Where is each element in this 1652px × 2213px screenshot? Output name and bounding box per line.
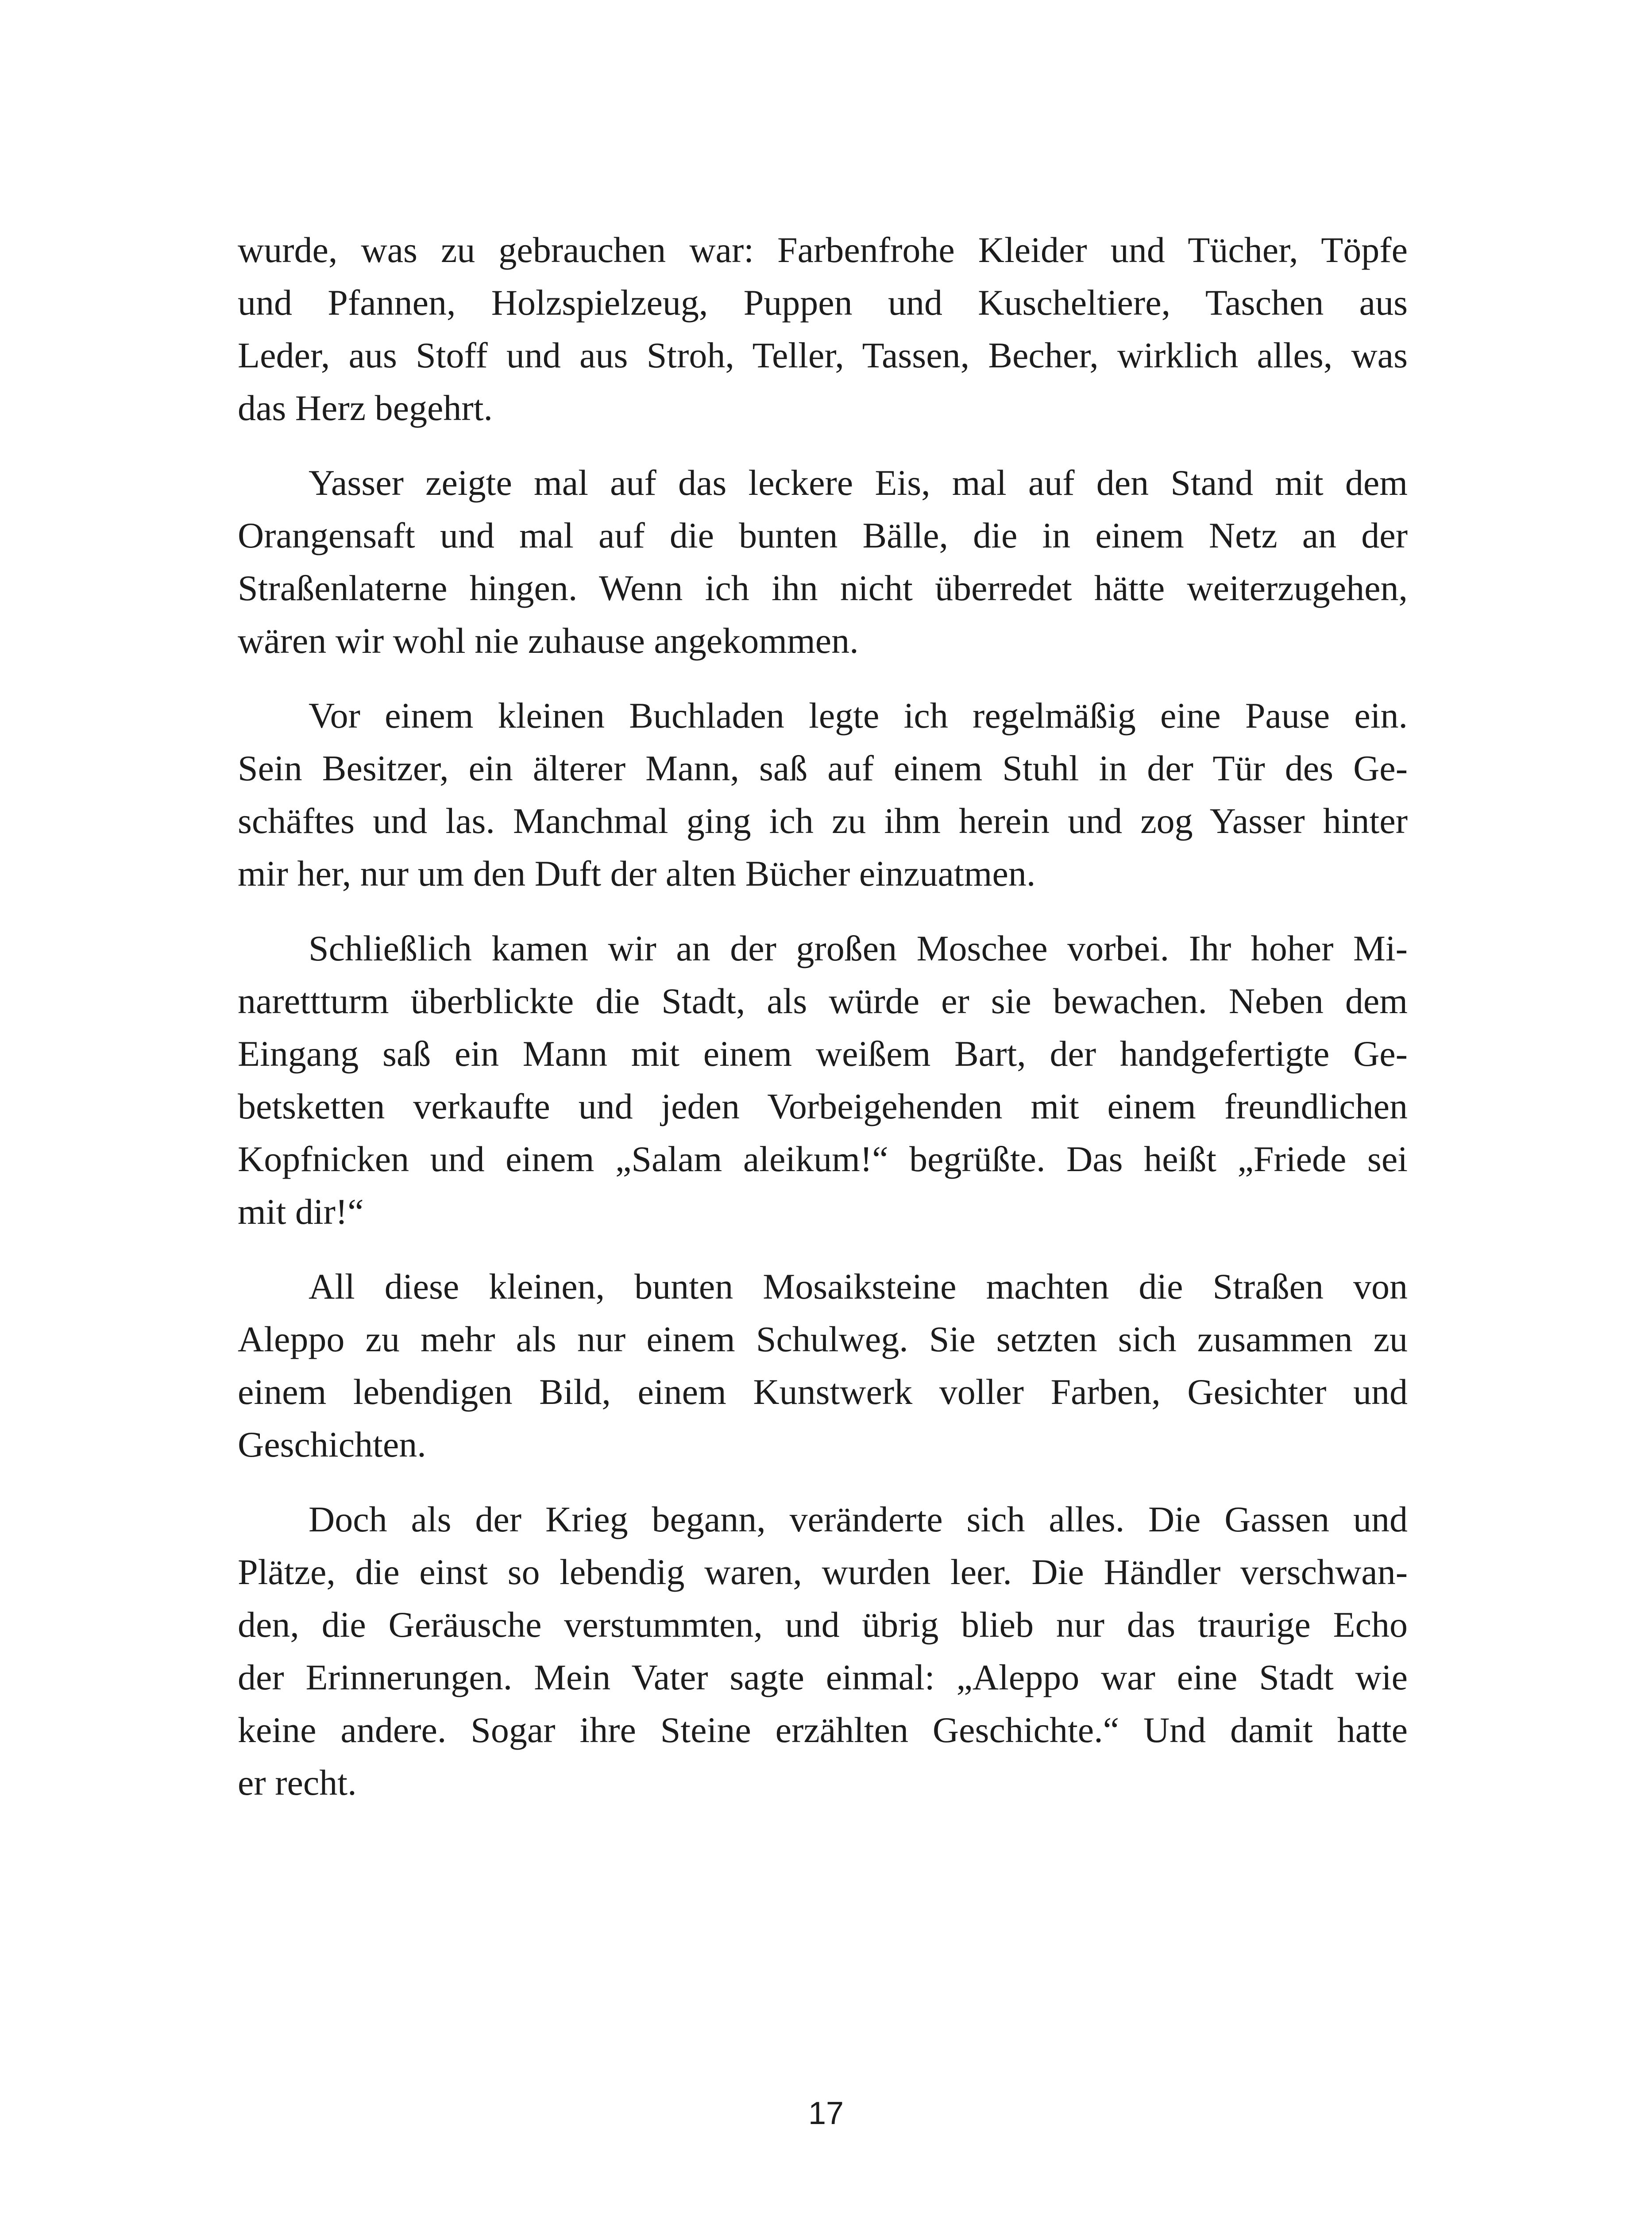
paragraph-3 bbox=[238, 689, 1408, 900]
text-line: Aleppo zu mehr als nur einem Schulweg. Sie setzten sich zusammen zu bbox=[238, 1319, 1408, 1359]
text-line: das Herz begehrt. bbox=[238, 388, 493, 428]
text-line: mit dir!“ bbox=[238, 1191, 364, 1232]
text-line: keine andere. Sogar ihre Steine erzählten Geschichte.“ Und damit hatte bbox=[238, 1710, 1408, 1750]
text-line: Doch als der Krieg begann, veränderte sich alles. Die Gassen und bbox=[309, 1499, 1408, 1539]
text-line: schäftes und las. Manchmal ging ich zu ihm herein und zog Yasser hinter bbox=[238, 801, 1408, 841]
text-line: Plätze, die einst so lebendig waren, wurden leer. Die Händler verschwan- bbox=[238, 1552, 1408, 1592]
text-line: Schließlich kamen wir an der großen Moschee vorbei. Ihr hoher Mi- bbox=[309, 928, 1408, 968]
text-line: Leder, aus Stoff und aus Stroh, Teller, Tassen, Becher, wirklich alles, was bbox=[238, 335, 1408, 375]
text-line: und Pfannen, Holzspielzeug, Puppen und Kuscheltiere, Taschen aus bbox=[238, 282, 1408, 323]
text-line: einem lebendigen Bild, einem Kunstwerk voller Farben, Gesichter und bbox=[238, 1372, 1408, 1412]
paragraph-4 bbox=[238, 922, 1408, 1238]
text-line: All diese kleinen, bunten Mosaiksteine machten die Straßen von bbox=[309, 1266, 1408, 1307]
paragraph-1 bbox=[238, 224, 1408, 434]
text-line: Straßenlaterne hingen. Wenn ich ihn nicht überredet hätte weiterzugehen, bbox=[238, 568, 1408, 608]
body-text bbox=[238, 224, 1408, 1809]
text-line: wären wir wohl nie zuhause angekommen. bbox=[238, 621, 859, 661]
paragraph-5 bbox=[238, 1260, 1408, 1471]
text-line: Eingang saß ein Mann mit einem weißem Bart, der handgefertigte Ge- bbox=[238, 1033, 1408, 1074]
text-line: mir her, nur um den Duft der alten Bücher einzuatmen. bbox=[238, 853, 1036, 894]
text-line: Orangensaft und mal auf die bunten Bälle, die in einem Netz an der bbox=[238, 515, 1408, 555]
text-line: Vor einem kleinen Buchladen legte ich regelmäßig eine Pause ein. bbox=[309, 695, 1408, 736]
text-line: wurde, was zu gebrauchen war: Farbenfrohe Kleider und Tücher, Töpfe bbox=[238, 230, 1408, 270]
text-line: er recht. bbox=[238, 1762, 357, 1803]
text-line: den, die Geräusche verstummten, und übrig blieb nur das traurige Echo bbox=[238, 1604, 1408, 1645]
text-line: betsketten verkaufte und jeden Vorbeigehenden mit einem freundlichen bbox=[238, 1086, 1408, 1126]
text-line: Sein Besitzer, ein älterer Mann, saß auf einem Stuhl in der Tür des Ge- bbox=[238, 748, 1408, 788]
paragraph-2 bbox=[238, 456, 1408, 667]
paragraph-6 bbox=[238, 1493, 1408, 1809]
text-line: Geschichten. bbox=[238, 1424, 426, 1465]
page-number: 17 bbox=[808, 2096, 844, 2131]
text-line: narettturm überblickte die Stadt, als würde er sie bewachen. Neben dem bbox=[238, 981, 1408, 1021]
text-line: Kopfnicken und einem „Salam aleikum!“ begrüßte. Das heißt „Friede sei bbox=[238, 1139, 1408, 1179]
text-line: der Erinnerungen. Mein Vater sagte einmal: „Aleppo war eine Stadt wie bbox=[238, 1657, 1408, 1697]
text-line: Yasser zeigte mal auf das leckere Eis, mal auf den Stand mit dem bbox=[309, 463, 1408, 503]
